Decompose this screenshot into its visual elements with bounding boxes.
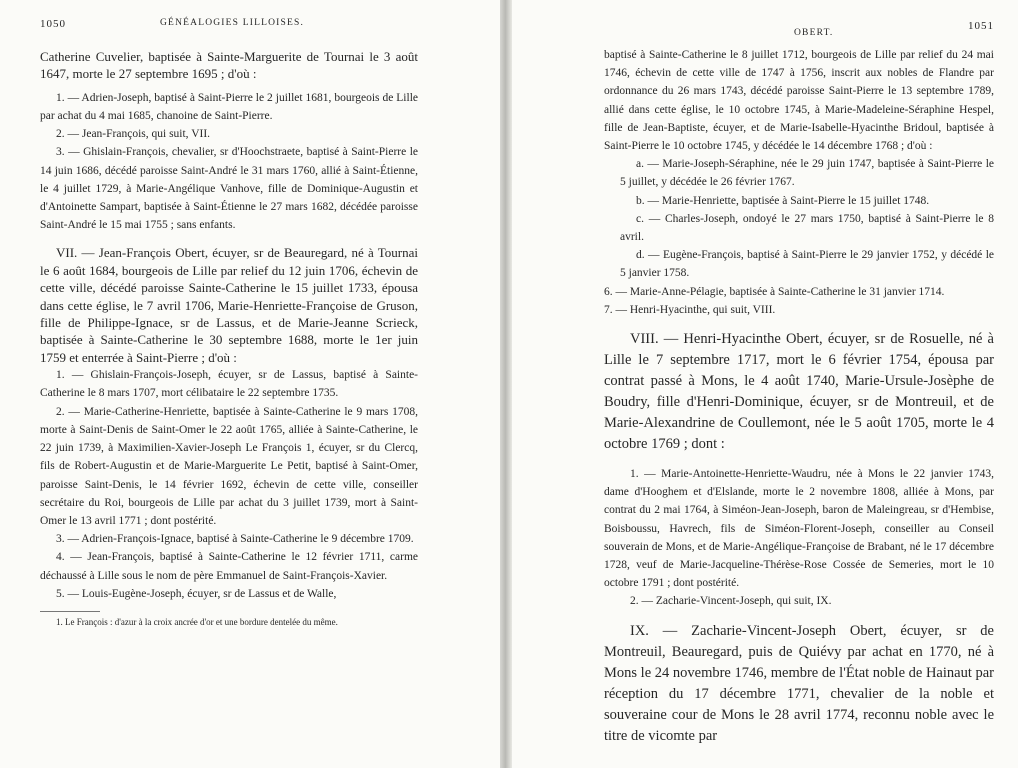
child-entry: 6. — Marie-Anne-Pélagie, baptisée à Sainte-Catherine le 31 janvier 1714.	[604, 285, 945, 298]
child-entry: 3. — Ghislain-François, chevalier, sr d'Hoochstraete, baptisé à Saint-Pierre le 14 juin 1686, décédé paroisse Saint-André le 31 mars 1760, allié à Saint-Étienne, le 4 juillet 1729, à Marie-Angélique Vanhove, fille de Dominique-Augustin et d'Antoinette Sampart, baptisée à Saint-Étienne le 27 mars 1682, décédée paroisse Saint-André le 15 mai 1755 ; sans enfants.	[40, 146, 418, 232]
left-page	[0, 0, 500, 768]
child-entry: 4. — Jean-François, baptisé à Sainte-Catherine le 12 février 1711, carme déchaussé à Lille sous le nom de père Emmanuel de Saint-François-Xavier.	[40, 551, 418, 582]
book-gutter	[500, 0, 512, 768]
intro-paragraph: Catherine Cuvelier, baptisée à Sainte-Marguerite de Tournai le 3 août 1647, morte le 27 septembre 1695 ; d'où :	[40, 49, 418, 82]
child-entry: 1. — Adrien-Joseph, baptisé à Saint-Pierre le 2 juillet 1681, bourgeois de Lille par achat du 4 mai 1685, chanoine de Saint-Pierre.	[40, 91, 418, 123]
grandchild-entry: c. — Charles-Joseph, ondoyé le 27 mars 1750, baptisé à Saint-Pierre le 8 avril.	[620, 212, 994, 244]
left-running-title: GÉNÉALOGIES LILLOISES.	[160, 18, 305, 28]
child-entry: 2. — Marie-Catherine-Henriette, baptisée à Sainte-Catherine le 9 mars 1708, morte à Saint-Denis de Saint-Omer le 22 août 1765, alliée à Sainte-Catherine, le 22 juin 1739, à Maximilien-Xavier-Joseph Le François 1, écuyer, sr du Clercq, fils de Robert-Augustin et de Marie-Marguerite Le Petit, baptisé à Saint-Omer, paroisse Saint-Denis, le 14 février 1692, échevin de cette ville, conseiller secrétaire du Roi, bourgeois de Lille par achat du 3 juillet 1739, mort à Saint-Omer le 13 avril 1771 ; dont postérité.	[40, 405, 418, 527]
generation-vii-heading: VII. — Jean-François Obert, écuyer, sr de Beauregard, né à Tournai le 6 août 1684, bourgeois de Lille par relief du 12 juin 1706, échevin de cette ville, décédé paroisse Sainte-Catherine le 15 juillet 1733, épousa dans cette église, le 7 avril 1706, Marie-Henriette-Françoise de Gruson, fille de Philippe-Ignace, sr de Lassus, et de Marie-Jeanne Scrieck, baptisée à Sainte-Catherine le 30 septembre 1688, morte le 1er juin 1759 et enterrée à Saint-Pierre ; d'où :	[40, 245, 418, 365]
left-page-number: 1050	[40, 18, 66, 30]
continuation-paragraph: baptisé à Sainte-Catherine le 8 juillet 1712, bourgeois de Lille par relief du 24 mai 1746, échevin de cette ville de 1747 à 1756, inscrit aux nobles de Flandre par ordonnance du 26 mars 1743, décédé paroisse Saint-Pierre le 13 septembre 1789, allié dans cette église, le 10 octobre 1745, à Marie-Madeleine-Séraphine Hespel, fille de Jean-Baptiste, écuyer, et de Marie-Isabelle-Hyacinthe Bridoul, baptisée à Saint-Pierre le 10 octobre 1745, y décédée le 14 décembre 1768 ; d'où :	[604, 49, 994, 153]
right-page-number: 1051	[968, 20, 994, 32]
left-running-head	[40, 18, 418, 38]
grandchild-entry: b. — Marie-Henriette, baptisée à Saint-Pierre le 15 juillet 1748.	[636, 194, 930, 207]
child-entry: 2. — Zacharie-Vincent-Joseph, qui suit, IX.	[630, 595, 832, 608]
child-entry: 5. — Louis-Eugène-Joseph, écuyer, sr de Lassus et de Walle,	[56, 587, 337, 600]
child-entry: 1. — Marie-Antoinette-Henriette-Waudru, née à Mons le 22 janvier 1743, dame d'Hooghem et d'Elslande, morte le 2 novembre 1808, alliée à Mons, par contrat du 2 mai 1764, à Siméon-Jean-Joseph, baron de Maleingreau, sr d'Hembise, Boisboussu, Havrech, fils de Siméon-Florent-Joseph, conseiller au Conseil souverain de Mons, et de Marie-Angélique-Françoise de Brabant, né le 17 décembre 1728, veuf de Marie-Jacqueline-Thérèse-Rose Cossée de Semeries, mort le 10 octobre 1791 ; dont postérité.	[604, 468, 994, 590]
right-running-title: OBERT.	[794, 28, 834, 38]
footnote: 1. Le François : d'azur à la croix ancrée d'or et une bordure dentelée du même.	[56, 616, 338, 627]
right-page	[512, 0, 1018, 768]
grandchild-entry: d. — Eugène-François, baptisé à Saint-Pierre le 29 janvier 1752, y décédé le 5 janvier 1758.	[620, 249, 994, 280]
grandchild-entry: a. — Marie-Joseph-Séraphine, née le 29 juin 1747, baptisée à Saint-Pierre le 5 juillet, y décédée le 26 février 1767.	[620, 158, 994, 189]
child-entry: 2. — Jean-François, qui suit, VII.	[56, 128, 211, 141]
generation-viii-heading: VIII. — Henri-Hyacinthe Obert, écuyer, sr de Rosuelle, né à Lille le 7 septembre 1717, mort le 6 février 1754, épousa par contrat passé à Mons, le 4 août 1740, Marie-Ursule-Josèphe de Boudry, fille d'Henri-Dominique, écuyer, sr de Montreuil, et de Marie-Alexandrine de Coullemont, née le 5 août 1705, morte le 4 octobre 1769 ; dont :	[604, 331, 994, 453]
right-running-head	[604, 20, 994, 40]
child-entry: 3. — Adrien-François-Ignace, baptisé à Sainte-Catherine le 9 décembre 1709.	[56, 533, 414, 546]
child-entry: 7. — Henri-Hyacinthe, qui suit, VIII.	[604, 303, 776, 316]
footnote-rule	[40, 611, 100, 612]
child-entry: 1. — Ghislain-François-Joseph, écuyer, sr de Lassus, baptisé à Sainte-Catherine le 8 mars 1707, mort célibataire le 22 septembre 1735.	[40, 369, 418, 400]
generation-ix-heading: IX. — Zacharie-Vincent-Joseph Obert, écuyer, sr de Montreuil, Beauregard, puis de Quiévy par achat en 1770, né à Mons le 24 novembre 1746, membre de l'État noble de Hainaut par réception du 17 décembre 1771, chevalier de la noble et souveraine cour de Mons le 28 avril 1774, reconnu noble avec le titre de vicomte par	[604, 622, 994, 744]
